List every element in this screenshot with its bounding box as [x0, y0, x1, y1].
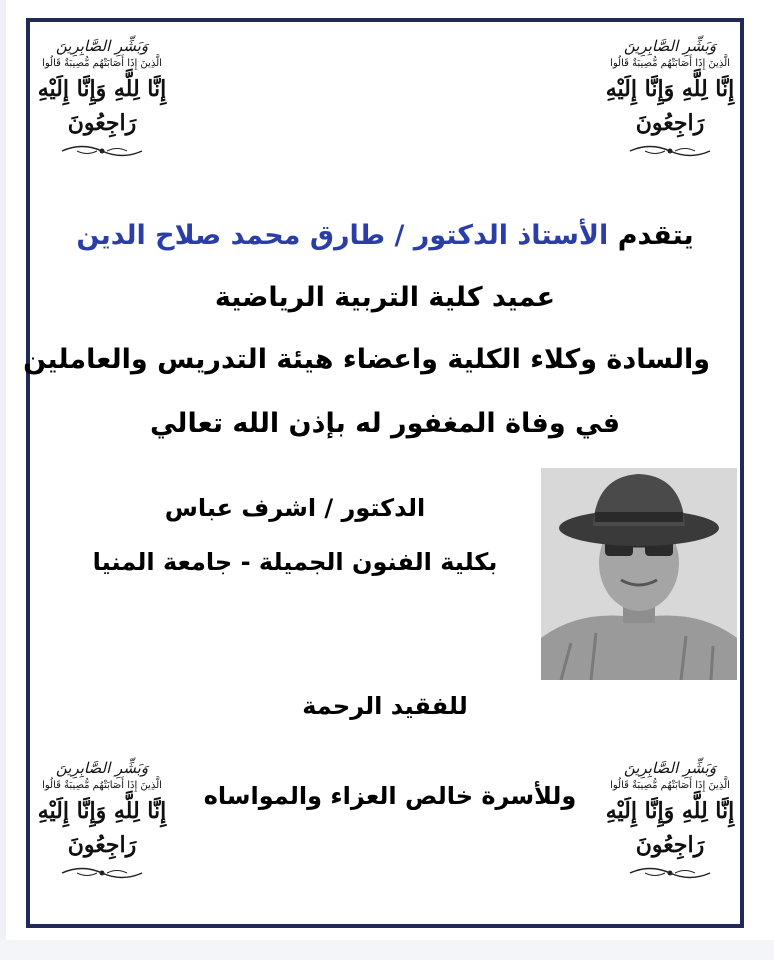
calligraphy-top-left [32, 36, 172, 176]
ornament-icon [57, 864, 147, 882]
condolence-line: في وفاة المغفور له بإذن الله تعالي [149, 408, 621, 439]
dean-title: عميد كلية التربية الرياضية [214, 282, 556, 313]
left-edge-strip [0, 0, 6, 960]
ornament-icon [625, 864, 715, 882]
verse-line-1: وَبَشِّرِ الصَّابِرِينَ [55, 759, 149, 777]
staff-line: والسادة وكلاء الكلية واعضاء هيئة التدريس والعاملين [23, 344, 710, 375]
ornament-icon [625, 142, 715, 160]
verse-line-3: إِنَّا لِلَّهِ وَإِنَّا إِلَيْهِ رَاجِعُونَ [605, 798, 735, 858]
presenter-name: الأستاذ الدكتور / طارق محمد صلاح الدين [76, 220, 609, 251]
calligraphy-bottom-left [32, 758, 172, 898]
presenter-prefix: يتقدم [617, 220, 694, 251]
family-line: وللأسرة خالص العزاء والمواساه [203, 782, 577, 810]
verse-line-3: إِنَّا لِلَّهِ وَإِنَّا إِلَيْهِ رَاجِعُونَ [37, 798, 167, 858]
verse-line-2: الَّذِينَ إِذَا أَصَابَتْهُم مُّصِيبَةٌ قَالُوا [610, 58, 730, 69]
portrait-icon [541, 468, 737, 680]
verse-line-2: الَّذِينَ إِذَا أَصَابَتْهُم مُّصِيبَةٌ قَالُوا [42, 58, 162, 69]
calligraphy-bottom-right [600, 758, 740, 898]
verse-line-3: إِنَّا لِلَّهِ وَإِنَّا إِلَيْهِ رَاجِعُونَ [37, 76, 167, 136]
presenter-line [60, 216, 710, 256]
verse-line-3: إِنَّا لِلَّهِ وَإِنَّا إِلَيْهِ رَاجِعُونَ [605, 76, 735, 136]
verse-line-2: الَّذِينَ إِذَا أَصَابَتْهُم مُّصِيبَةٌ قَالُوا [42, 780, 162, 791]
calligraphy-top-right [600, 36, 740, 176]
portrait-photo [541, 468, 737, 680]
verse-line-2: الَّذِينَ إِذَا أَصَابَتْهُم مُّصِيبَةٌ قَالُوا [610, 780, 730, 791]
verse-line-1: وَبَشِّرِ الصَّابِرِينَ [55, 37, 149, 55]
deceased-name: الدكتور / اشرف عباس [164, 494, 426, 522]
verse-line-1: وَبَشِّرِ الصَّابِرِينَ [623, 759, 717, 777]
mercy-line: للفقيد الرحمة [302, 692, 468, 720]
ornament-icon [57, 142, 147, 160]
bottom-edge-strip [0, 940, 774, 960]
faculty-line: بكلية الفنون الجميلة - جامعة المنيا [92, 548, 498, 576]
verse-line-1: وَبَشِّرِ الصَّابِرِينَ [623, 37, 717, 55]
